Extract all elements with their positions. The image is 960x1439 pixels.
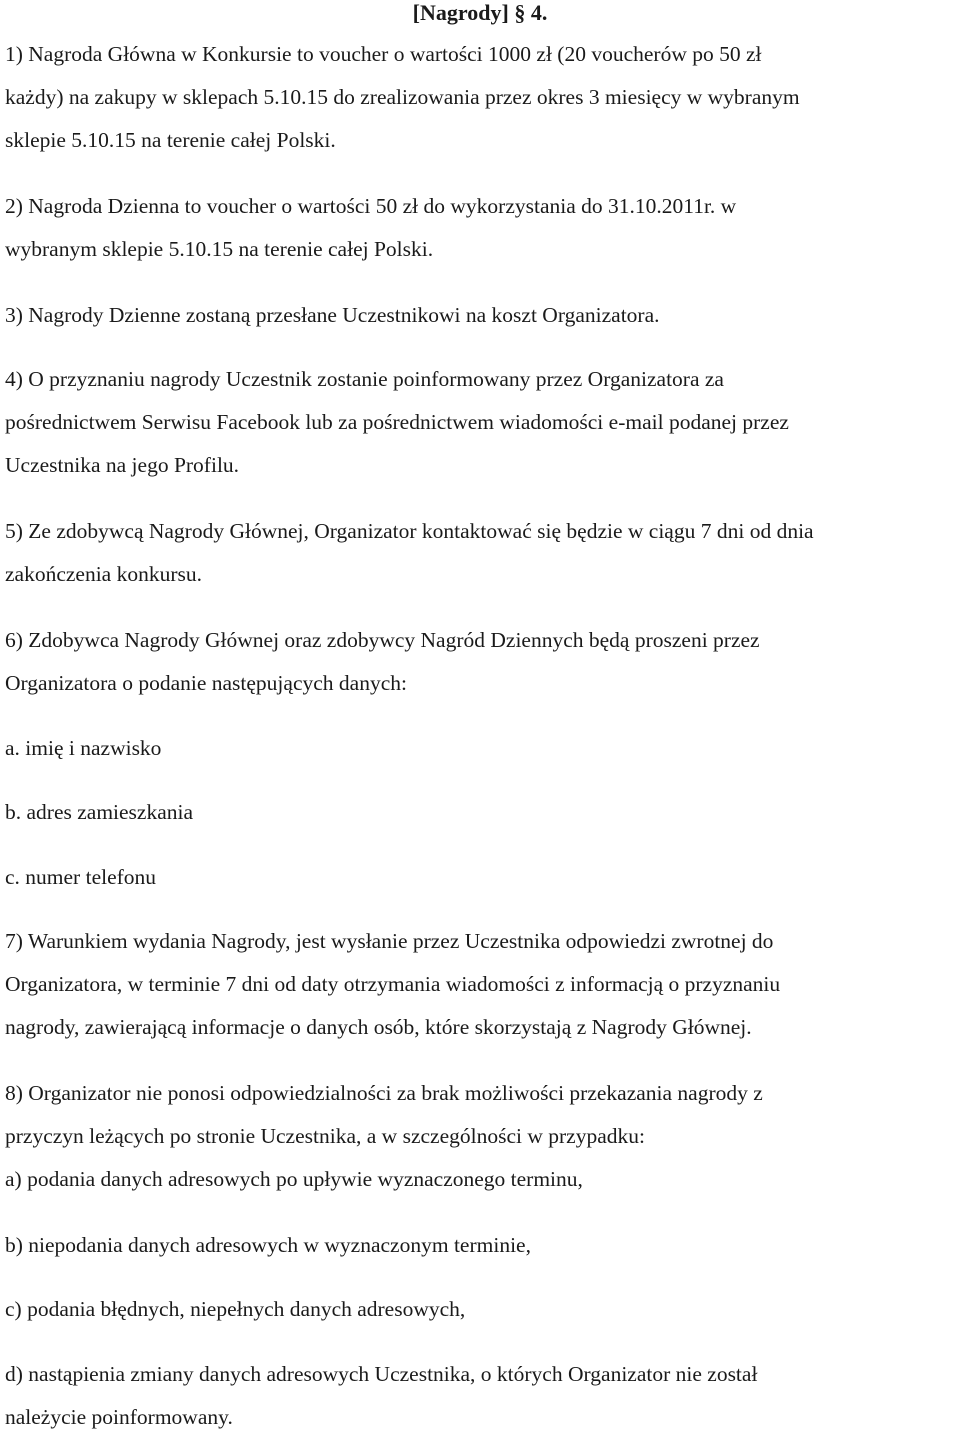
list-item-wrong-data: c) podania błędnych, niepełnych danych adresowych, — [5, 1297, 466, 1321]
list-item-address-change: d) nastąpienia zmiany danych adresowych Uczestnika, o których Organizator nie został należycie poinformowany. — [5, 1362, 758, 1429]
paragraph-winner-notification: 4) O przyznaniu nagrody Uczestnik zostanie poinformowany przez Organizatora za pośrednictwem Serwisu Facebook lub za pośrednictwem wiadomości e-mail podanej przez Uczestnika na jego Profilu. — [5, 367, 789, 477]
paragraph-prize-daily: 2) Nagroda Dzienna to voucher o wartości 50 zł do wykorzystania do 31.10.2011r. w wybranym sklepie 5.10.15 na terenie całej Polski. — [5, 194, 737, 261]
paragraph-prize-condition: 7) Warunkiem wydania Nagrody, jest wysłanie przez Uczestnika odpowiedzi zwrotnej do Organizatora, w terminie 7 dni od daty otrzymania wiadomości z informacją o przyznaniu nagrody, zawierającą informacje o danych osób, które skorzystają z Nagrody Głównej. — [5, 929, 781, 1039]
list-item-address: b. adres zamieszkania — [5, 800, 194, 824]
paragraph-main-winner-contact: 5) Ze zdobywcą Nagrody Głównej, Organizator kontaktować się będzie w ciągu 7 dni od dnia zakończenia konkursu. — [5, 519, 814, 586]
list-item-no-data: b) niepodania danych adresowych w wyznaczonym terminie, — [5, 1233, 531, 1257]
paragraph-liability: 8) Organizator nie ponosi odpowiedzialności za brak możliwości przekazania nagrody z przyczyn leżących po stronie Uczestnika, a w szczególności w przypadku: a) podania danych adresowych po upływie wyznaczonego terminu, — [5, 1081, 763, 1191]
list-item-phone: c. numer telefonu — [5, 865, 157, 889]
section-heading: [Nagrody] § 4. — [412, 0, 548, 25]
list-item-name: a. imię i nazwisko — [5, 736, 162, 760]
paragraph-prize-main: 1) Nagroda Główna w Konkursie to voucher o wartości 1000 zł (20 voucherów po 50 zł każdy) na zakupy w sklepach 5.10.15 do zrealizowania przez okres 3 miesięcy w wybranym sklepie 5.10.15 na terenie całej Polski. — [5, 42, 800, 152]
paragraph-data-request: 6) Zdobywca Nagrody Głównej oraz zdobywcy Nagród Dziennych będą proszeni przez Organizatora o podanie następujących danych: — [5, 628, 760, 695]
paragraph-daily-shipping: 3) Nagrody Dzienne zostaną przesłane Uczestnikowi na koszt Organizatora. — [5, 303, 660, 327]
